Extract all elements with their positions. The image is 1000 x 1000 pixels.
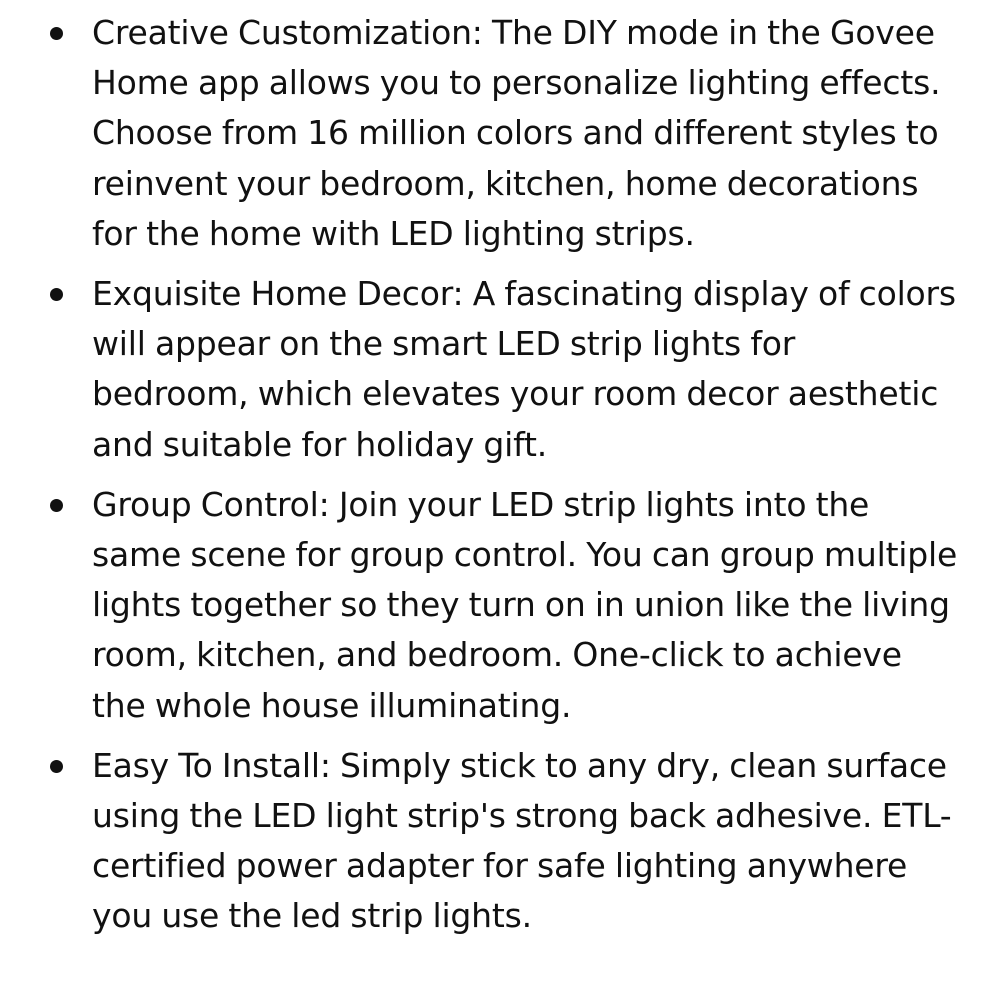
feature-text: Creative Customization: The DIY mode in the Govee Home app allows you to personalize lighting effects. Choose from 16 million colors and different styles to reinvent your bedroom, kitchen, home decorations for the home with LED lighting strips. [92, 13, 941, 253]
feature-text: Group Control: Join your LED strip lights into the same scene for group control. You can group multiple lights together so they turn on in union like the living room, kitchen, and bedroom. One-click to achieve the whole house illuminating. [92, 484, 958, 725]
bullet-dot-icon [50, 27, 63, 40]
feature-item-exquisite-home-decor [0, 269, 1000, 470]
feature-text: Easy To Install: Simply stick to any dry, clean surface using the LED light strip's strong back adhesive. ETL-certified power adapter for safe lighting anywhere you use the led strip lights. [92, 745, 952, 936]
bullet-dot-icon [50, 760, 63, 773]
feature-item-easy-to-install [0, 741, 1000, 942]
feature-text: Exquisite Home Decor: A fascinating display of colors will appear on the smart LED strip lights for bedroom, which elevates your room decor aesthetic and suitable for holiday gift. [92, 274, 956, 464]
feature-bullet-list [0, 8, 1000, 952]
bullet-dot-icon [50, 499, 63, 512]
feature-item-creative-customization [0, 8, 1000, 259]
feature-item-group-control [0, 480, 1000, 731]
bullet-dot-icon [50, 288, 63, 301]
